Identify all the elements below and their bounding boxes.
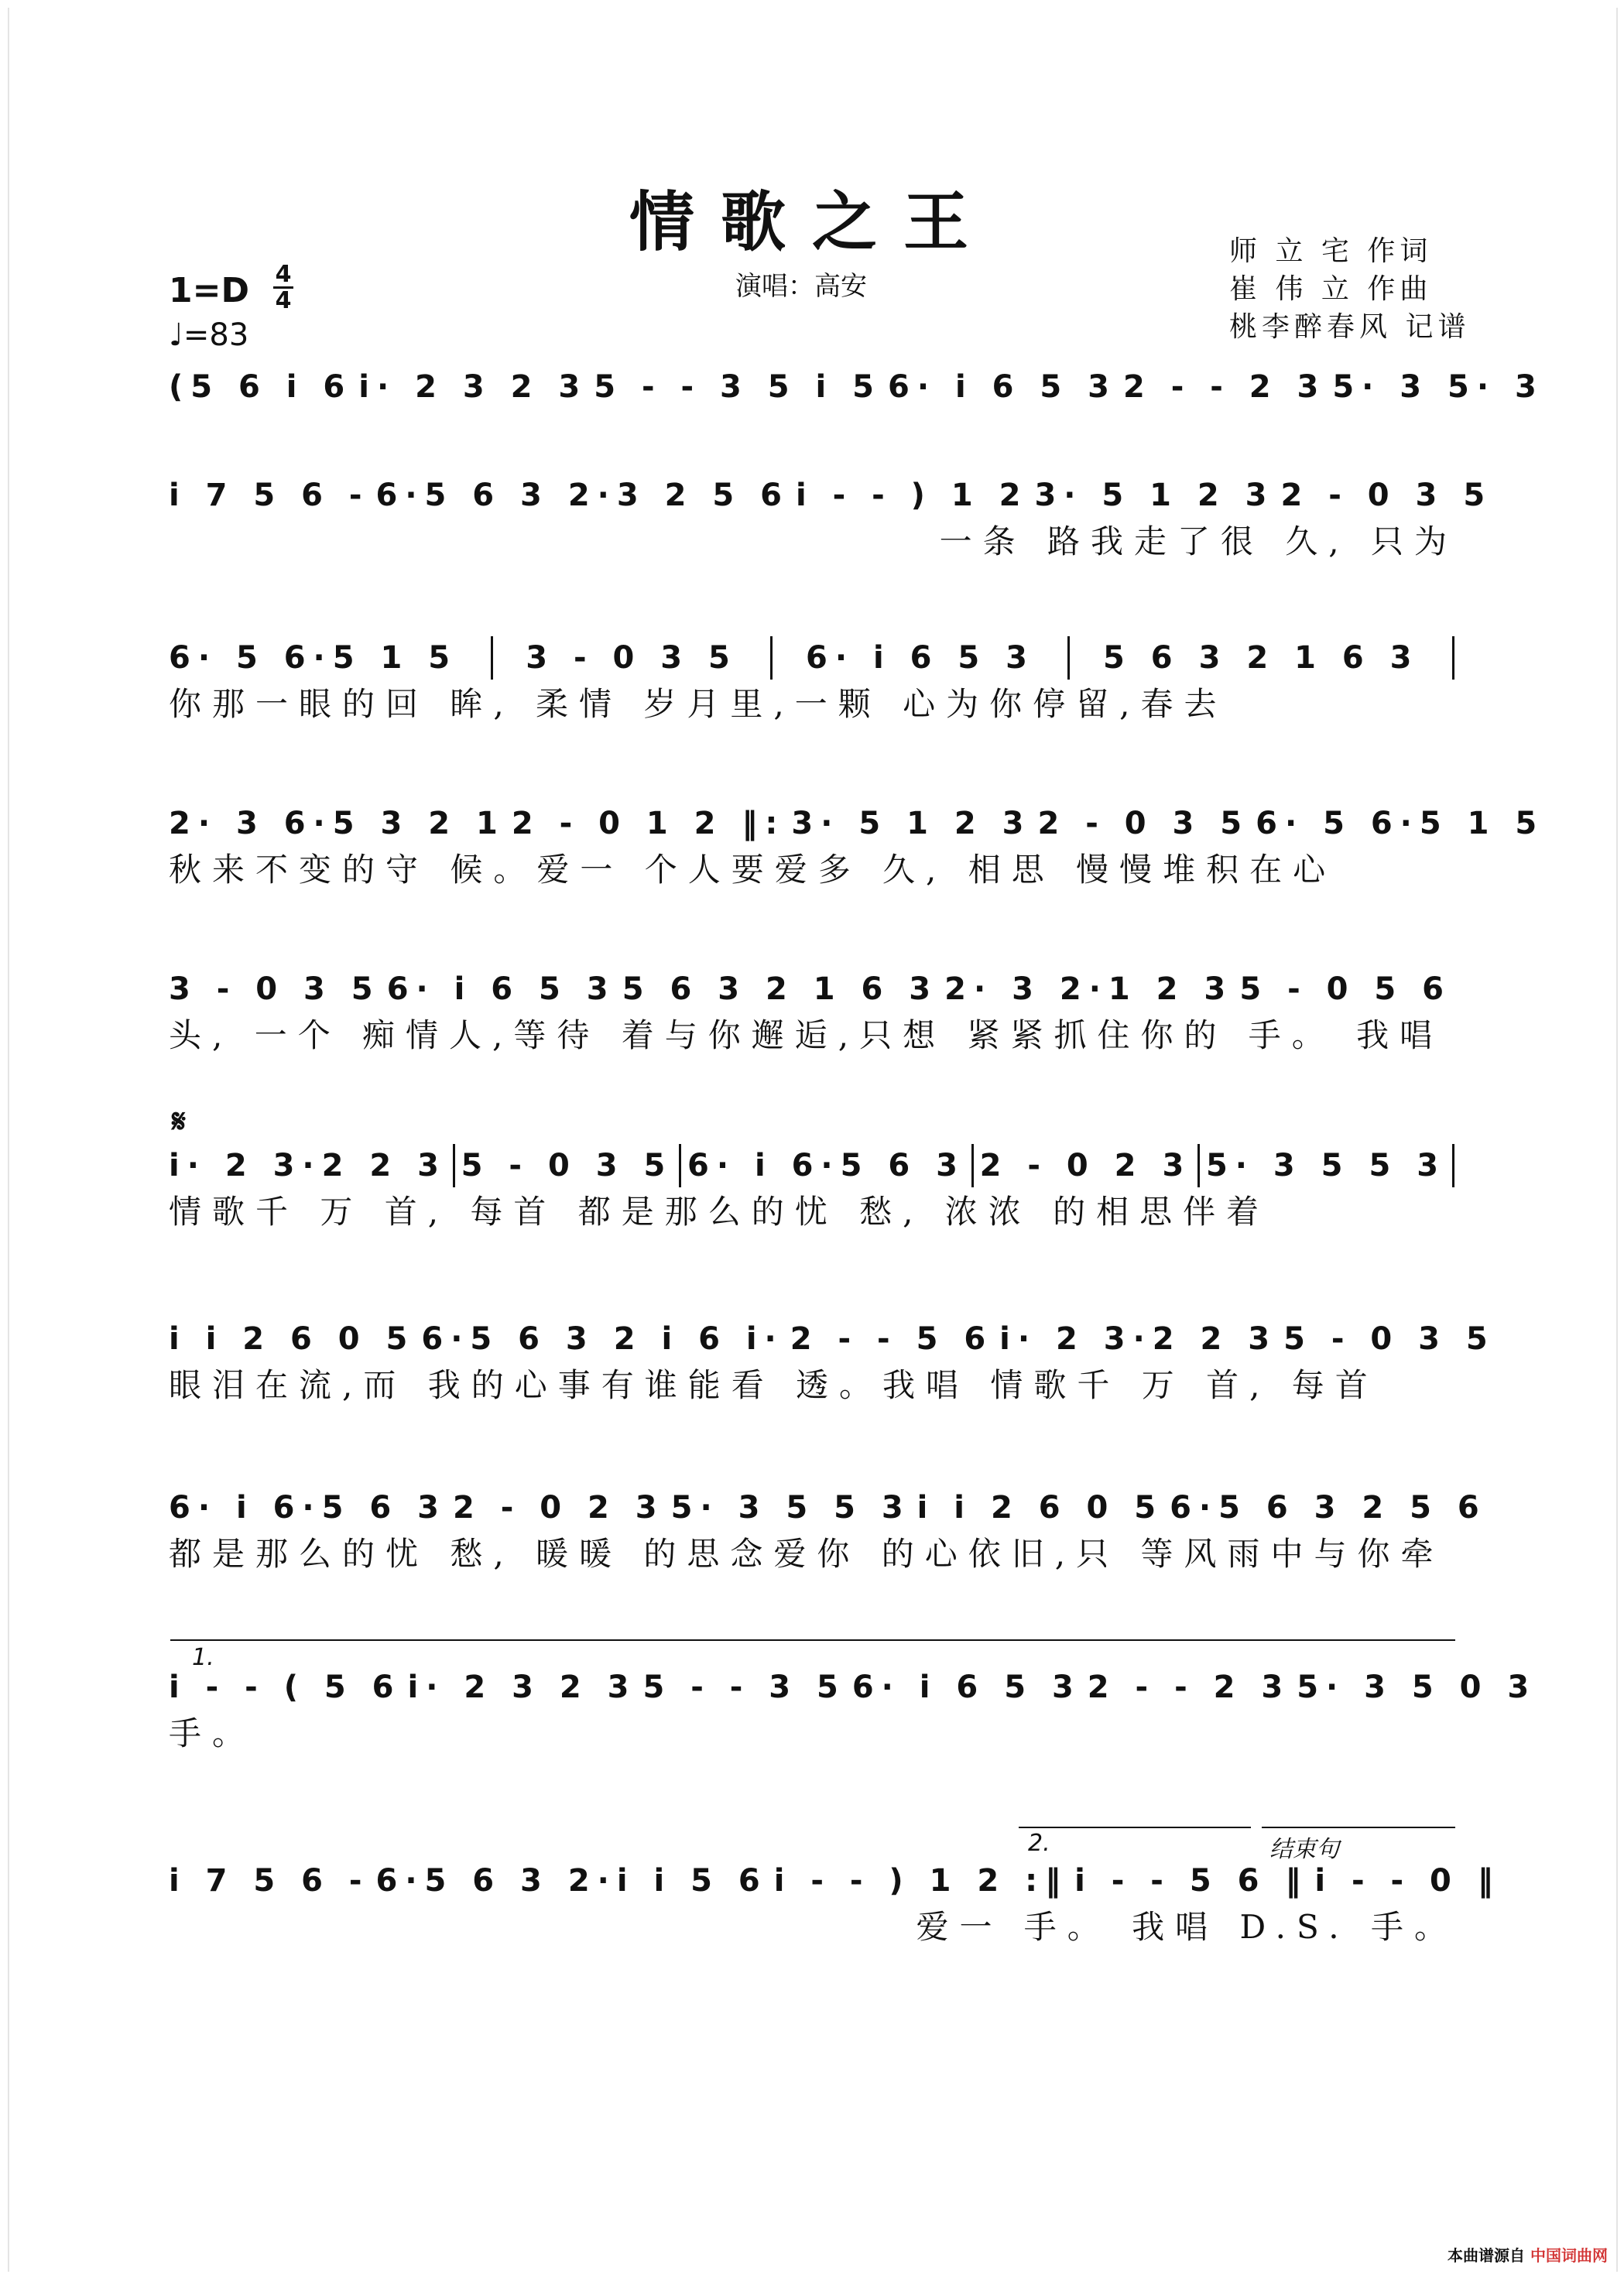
note-line <box>169 364 1544 410</box>
measure: i - - 0 ‖ <box>1314 1863 1501 1899</box>
measure: 6· i 6·5 6 3 <box>169 1490 447 1526</box>
note-line <box>169 472 1493 519</box>
measure: i - - ) 1 2 <box>795 478 1029 513</box>
barline <box>679 1144 681 1187</box>
footer <box>1448 2243 1608 2266</box>
measure: 2 - - 2 3 <box>1122 369 1327 405</box>
notation-system <box>169 1858 1501 1950</box>
coda-line <box>1262 1827 1455 1828</box>
lyric-line: 头, 一个 痴情人,等待 着与你邂逅,只想 紧紧抓住你的 手。 我唱 <box>169 1016 1444 1054</box>
measure: i· 2 3·2 2 3 <box>999 1321 1278 1357</box>
measure: 6·5 6 3 2·i i 5 6 <box>375 1863 768 1899</box>
measure: i - - ) 1 2 :‖ <box>773 1863 1069 1899</box>
measure: 6· 5 6·5 1 5 <box>169 640 458 676</box>
notation-system <box>169 364 1544 457</box>
tempo-mark: ♩=83 <box>169 317 249 353</box>
note-line <box>169 1664 1537 1711</box>
note-line <box>169 635 1458 681</box>
note-line <box>169 1142 1458 1189</box>
measure: 2· 3 6·5 3 2 1 <box>169 806 505 841</box>
volta-second-label: 2. <box>1028 1830 1050 1857</box>
credits <box>1229 232 1470 346</box>
measure: 2 - 0 3 5 <box>1037 806 1250 841</box>
measure: 5· 3 5 0 3 <box>1297 1670 1537 1705</box>
measure: 5 - - 3 5 <box>642 1670 846 1705</box>
measure: i i 2 6 0 5 <box>169 1321 416 1357</box>
song-title: 情歌之王 <box>629 183 995 260</box>
measure: 2 - - 2 3 <box>1087 1670 1291 1705</box>
lyric-line: 一条 路我走了很 久, 只为 <box>939 522 1458 560</box>
lyric-line: 手。 <box>169 1714 256 1752</box>
measure: 3· 5 1 2 3 <box>791 806 1032 841</box>
measure: i· 2 3·2 2 3 <box>169 1148 447 1183</box>
footer-prefix: 本曲谱源自 <box>1448 2246 1525 2265</box>
measure: 3 - 0 3 5 <box>169 971 381 1007</box>
lyric-line: 秋来不变的守 候。爱一 个人要爱多 久, 相思 慢慢堆积在心 <box>169 851 1337 889</box>
meter-top: 4 <box>275 261 292 288</box>
measure: 2 - 0 2 3 <box>979 1148 1192 1183</box>
measure: 2 - 0 3 5 <box>1280 478 1493 513</box>
lyric-line: 眼泪在流,而 我的心事有谁能看 透。我唱 情歌千 万 首, 每首 <box>169 1366 1379 1404</box>
measure: 6· i 6 5 3 <box>851 1670 1081 1705</box>
composer-credit: 崔 伟 立 作曲 <box>1229 273 1433 305</box>
singer: 演唱：高安 <box>735 271 867 302</box>
key-signature: 1=D <box>169 271 250 310</box>
notation-system <box>169 1485 1487 1577</box>
volta-first-label: 1. <box>192 1644 214 1671</box>
note-line <box>169 966 1458 1012</box>
notation-system <box>169 1664 1537 1757</box>
measure: i i 2 6 0 5 <box>916 1490 1164 1526</box>
measure: i· 2 3 2 3 <box>407 1670 637 1705</box>
measure: i - - 5 6 ‖ <box>1074 1863 1309 1899</box>
measure: 5 - - 3 5 i 5 <box>594 369 882 405</box>
barline <box>491 636 493 680</box>
lyric-line: 情歌千 万 首, 每首 都是那么的忧 愁, 浓浓 的相思伴着 <box>169 1193 1270 1231</box>
measure: 6·5 6 3 2 i 6 i· <box>421 1321 784 1357</box>
measure: i 7 5 6 - <box>169 478 370 513</box>
coda-label: 结束句 <box>1269 1836 1339 1863</box>
measure: 2 - 0 1 2 ‖: <box>511 806 786 841</box>
notation-system <box>169 635 1458 728</box>
barline <box>971 1144 974 1187</box>
measure: 6·5 6 3 2·3 2 5 6 <box>375 478 790 513</box>
barline <box>1452 1144 1454 1187</box>
barline <box>1197 1144 1200 1187</box>
notation-system <box>169 1142 1458 1235</box>
measure: 6· i 6 5 3 <box>805 640 1035 676</box>
note-line <box>169 800 1545 847</box>
measure: i· 2 3 2 3 <box>358 369 588 405</box>
barline <box>770 636 773 680</box>
measure: 6· i 6 5 3 <box>386 971 616 1007</box>
barline <box>453 1144 455 1187</box>
lyric-line <box>169 410 1458 457</box>
lyric-line: 你那一眼的回 眸, 柔情 岁月里,一颗 心为你停留,春去 <box>169 685 1228 723</box>
volta-first-line <box>170 1639 1455 1641</box>
measure: 2· 3 2·1 2 3 <box>944 971 1234 1007</box>
measure: 5· 3 5 5 3 <box>670 1490 911 1526</box>
measure: 3 - 0 3 5 <box>526 640 738 676</box>
measure: 5 - 0 5 6 <box>1239 971 1451 1007</box>
measure: (5 6 i 6 <box>169 369 353 405</box>
barline <box>1067 636 1070 680</box>
note-line <box>169 1316 1496 1362</box>
measure: 5 - 0 3 5 <box>461 1148 673 1183</box>
barline <box>1452 636 1454 680</box>
lyricist-credit: 师 立 宅 作词 <box>1229 235 1433 267</box>
measure: i - - ( 5 6 <box>169 1670 402 1705</box>
measure: 6· 5 6·5 1 5 <box>1256 806 1545 841</box>
measure: 5· 3 5 5 3 <box>1205 1148 1447 1183</box>
footer-site: 中国词曲网 <box>1530 2246 1608 2265</box>
measure: 2 - - 5 6 <box>790 1321 994 1357</box>
lyric-line: 都是那么的忧 愁, 暖暖 的思念爱你 的心依旧,只 等风雨中与你牵 <box>169 1535 1444 1573</box>
volta-second-line <box>1019 1827 1251 1828</box>
lyric-line: 爱一 手。 我唱 D.S. 手。 <box>916 1908 1458 1946</box>
note-line <box>169 1858 1501 1904</box>
measure: 5 6 3 2 1 6 3 <box>622 971 939 1007</box>
measure: 5 - 0 3 5 <box>1283 1321 1496 1357</box>
notation-system <box>169 1316 1496 1409</box>
notation-system <box>169 966 1458 1059</box>
measure: 6· i 6·5 6 3 <box>687 1148 965 1183</box>
measure: 2 - 0 2 3 <box>452 1490 665 1526</box>
segno-sign: 𝄋 <box>172 1102 187 1140</box>
measure: 5· 3 5· 3 <box>1332 369 1544 405</box>
meter-bottom: 4 <box>275 287 292 314</box>
measure: 6· i 6 5 3 <box>888 369 1117 405</box>
measure: 5 6 3 2 1 6 3 <box>1103 640 1420 676</box>
time-signature <box>271 263 296 312</box>
notation-system <box>169 800 1545 893</box>
note-line <box>169 1485 1487 1531</box>
transcriber-credit: 桃李醉春风 记谱 <box>1229 311 1471 343</box>
measure: 3· 5 1 2 3 <box>1034 478 1275 513</box>
measure: 6·5 6 3 2 5 6 <box>1170 1490 1487 1526</box>
notation-system <box>169 472 1493 565</box>
measure: i 7 5 6 - <box>169 1863 370 1899</box>
